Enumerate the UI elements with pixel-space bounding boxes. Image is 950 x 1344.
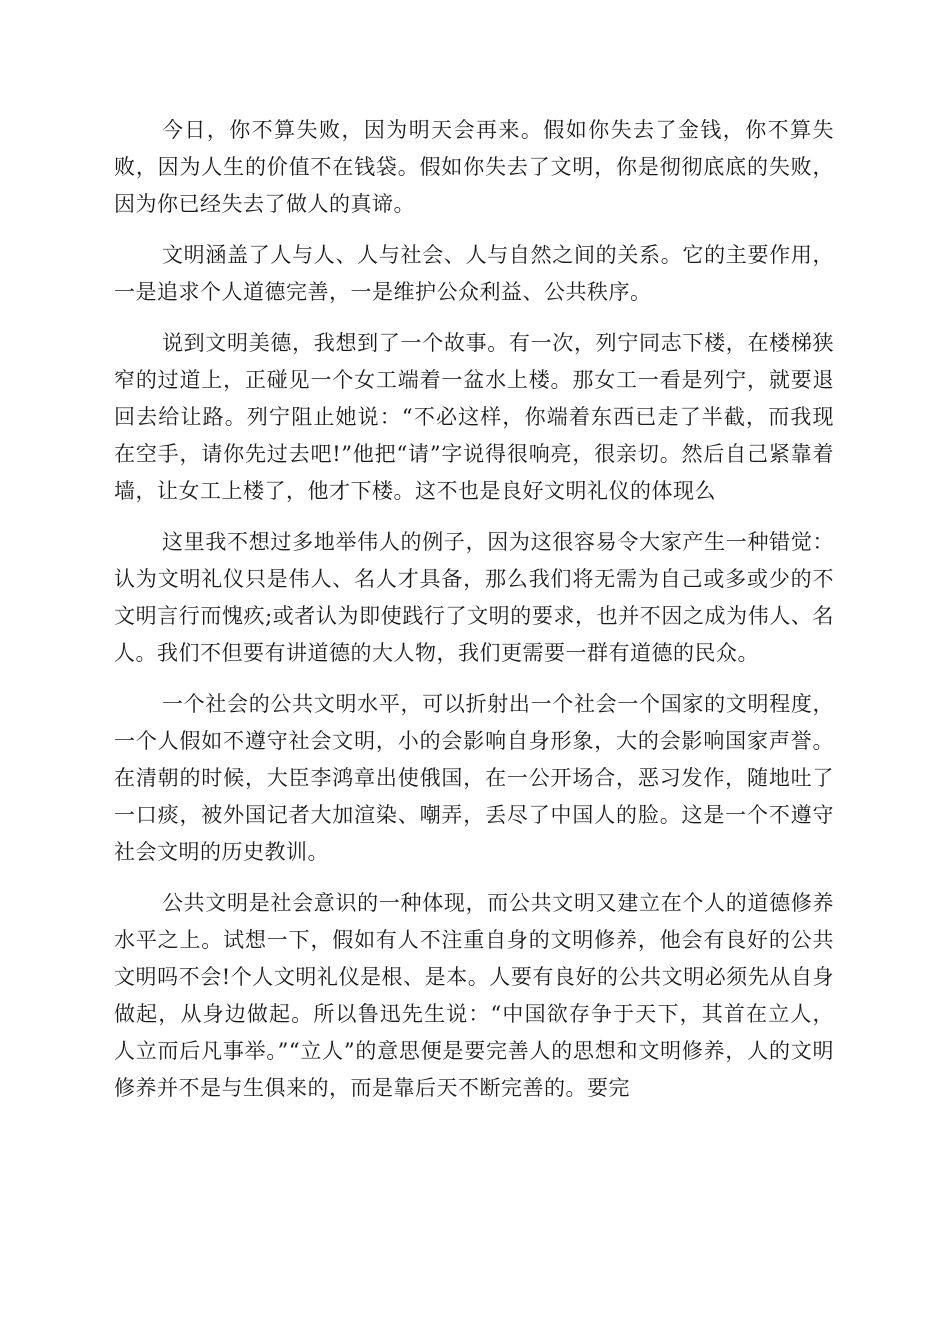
- paragraph-6: 公共文明是社会意识的一种体现，而公共文明又建立在个人的道德修养水平之上。试想一下，假如有人不注重自身的文明修养，他会有良好的公共文明吗不会!个人文明礼仪是根、是本。人要有良好的公共文明必须先从自身做起，从身边做起。所以鲁迅先生说：“中国欲存争于天下，其首在立人，人立而后凡事举。”“立人”的意思便是要完善人的思想和文明修养，人的文明修养并不是与生俱来的，而是靠后天不断完善的。要完: [114, 891, 834, 1100]
- paragraph-2: 文明涵盖了人与人、人与社会、人与自然之间的关系。它的主要作用，一是追求个人道德完善，一是维护公众利益、公共秩序。: [114, 243, 834, 304]
- paragraph-4: 这里我不想过多地举伟人的例子，因为这很容易令大家产生一种错觉：认为文明礼仪只是伟人、名人才具备，那么我们将无需为自己或多或少的不文明言行而愧疚;或者认为即使践行了文明的要求，也并不因之成为伟人、名人。我们不但要有讲道德的大人物，我们更需要一群有道德的民众。: [114, 530, 834, 665]
- paragraph-3: 说到文明美德，我想到了一个故事。有一次，列宁同志下楼，在楼梯狭窄的过道上，正碰见一个女工端着一盆水上楼。那女工一看是列宁，就要退回去给让路。列宁阻止她说：“不必这样，你端着东西已走了半截，而我现在空手，请你先过去吧!”他把“请”字说得很响亮，很亲切。然后自己紧靠着墙，让女工上楼了，他才下楼。这不也是良好文明礼仪的体现么: [114, 331, 834, 503]
- paragraph-5: 一个社会的公共文明水平，可以折射出一个社会一个国家的文明程度，一个人假如不遵守社会文明，小的会影响自身形象，大的会影响国家声誉。在清朝的时候，大臣李鸿章出使俄国，在一公开场合，恶习发作，随地吐了一口痰，被外国记者大加渲染、嘲弄，丢尽了中国人的脸。这是一个不遵守社会文明的历史教训。: [114, 692, 834, 864]
- document-body: [114, 112, 834, 1121]
- paragraph-1: 今日，你不算失败，因为明天会再来。假如你失去了金钱，你不算失败，因为人生的价值不在钱袋。假如你失去了文明，你是彻彻底底的失败，因为你已经失去了做人的真谛。: [114, 118, 834, 216]
